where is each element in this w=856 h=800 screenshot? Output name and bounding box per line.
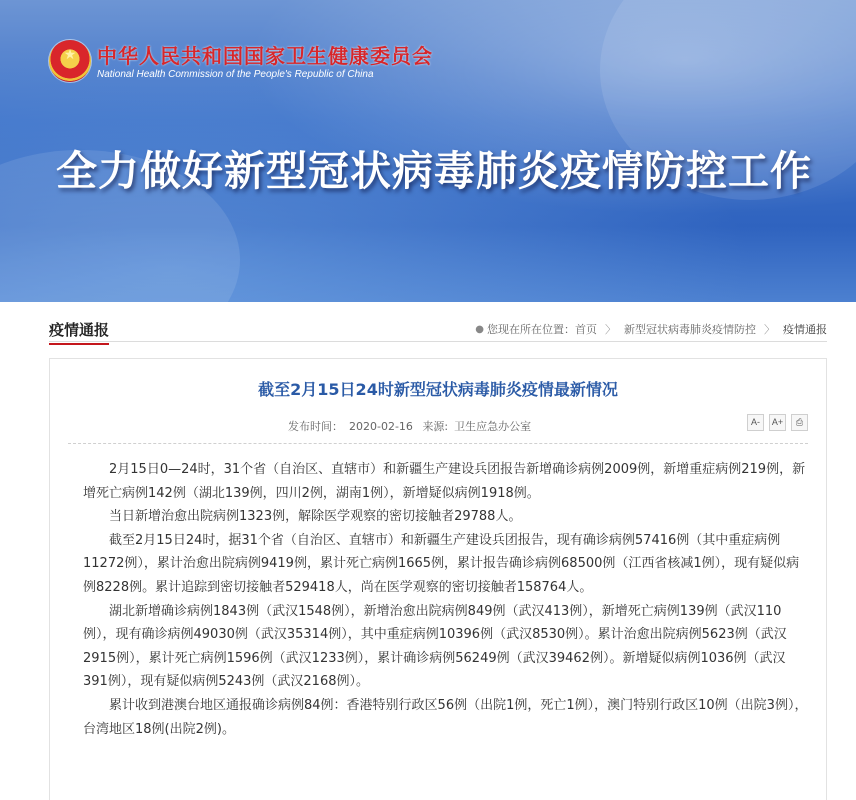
article-paragraph: 2月15日0—24时，31个省（自治区、直辖市）和新疆生产建设兵团报告新增确诊病例2009例，新增重症病例219例，新增死亡病例142例（湖北139例，四川2例，湖南1例），新增疑似病例1918例。: [83, 462, 806, 501]
article-paragraph: 截至2月15日24时，据31个省（自治区、直辖市）和新疆生产建设兵团报告，现有确诊病例57416例（其中重症病例11272例），累计治愈出院病例9419例，累计死亡病例1665例，累计报告确诊病例68500例（江西省核减1例），现有疑似病例8228例。累计追踪到密切接触者529418人，尚在医学观察的密切接触者158764人。: [83, 532, 800, 595]
section-title[interactable]: 疫情通报: [49, 319, 109, 345]
article-divider: [68, 443, 808, 444]
publish-label: 发布时间：: [288, 420, 343, 433]
org-name-cn[interactable]: 中华人民共和国国家卫生健康委员会: [97, 44, 433, 68]
banner-slogan: 全力做好新型冠状病毒肺炎疫情防控工作: [56, 147, 812, 195]
font-larger-button[interactable]: A+: [769, 414, 786, 431]
font-smaller-button[interactable]: A-: [747, 414, 764, 431]
breadcrumb-current-link[interactable]: 疫情通报: [783, 323, 827, 336]
publish-date: 2020-02-16: [349, 420, 413, 433]
article-paragraph: 当日新增治愈出院病例1323例，解除医学观察的密切接触者29788人。: [109, 509, 522, 525]
print-icon[interactable]: ⎙: [791, 414, 808, 431]
breadcrumb-covid-link[interactable]: 新型冠状病毒肺炎疫情防控: [624, 323, 756, 336]
article-card: [49, 358, 827, 800]
national-emblem-icon[interactable]: [49, 40, 91, 82]
article-paragraph: 湖北新增确诊病例1843例（武汉1548例），新增治愈出院病例849例（武汉413例），新增死亡病例139例（武汉110例），现有确诊病例49030例（武汉35314例），其中重症病例10396例（武汉8530例）。累计治愈出院病例5623例（武汉2915例），累计死亡病例1596例（武汉1233例），累计确诊病例56249例（武汉39462例）。新增疑似病例1036例（武汉391例），现有疑似病例5243例（武汉2168例）。: [83, 603, 787, 690]
breadcrumb-home-link[interactable]: 首页: [575, 323, 597, 336]
location-pin-icon: ●: [475, 323, 484, 335]
breadcrumb-separator-icon: 〉: [764, 323, 775, 336]
breadcrumb-separator-icon: 〉: [605, 323, 616, 336]
article-title: 截至2月15日24时新型冠状病毒肺炎疫情最新情况: [258, 380, 618, 399]
article-body: [83, 458, 810, 741]
section-header: [49, 316, 827, 342]
article-paragraph: 累计收到港澳台地区通报确诊病例84例：香港特别行政区56例（出院1例，死亡1例），澳门特别行政区10例（出院3例），台湾地区18例(出院2例)。: [83, 697, 808, 737]
article-meta: [288, 418, 537, 434]
header-banner: [0, 0, 856, 302]
source-value: 卫生应急办公室: [454, 420, 532, 433]
org-name-en: National Health Commission of the People's Republic of China: [97, 69, 374, 80]
article-tools: [747, 414, 808, 431]
breadcrumb: [475, 321, 827, 337]
breadcrumb-location-label: 您现在所在位置：: [487, 323, 575, 336]
source-label: 来源:: [422, 420, 449, 433]
